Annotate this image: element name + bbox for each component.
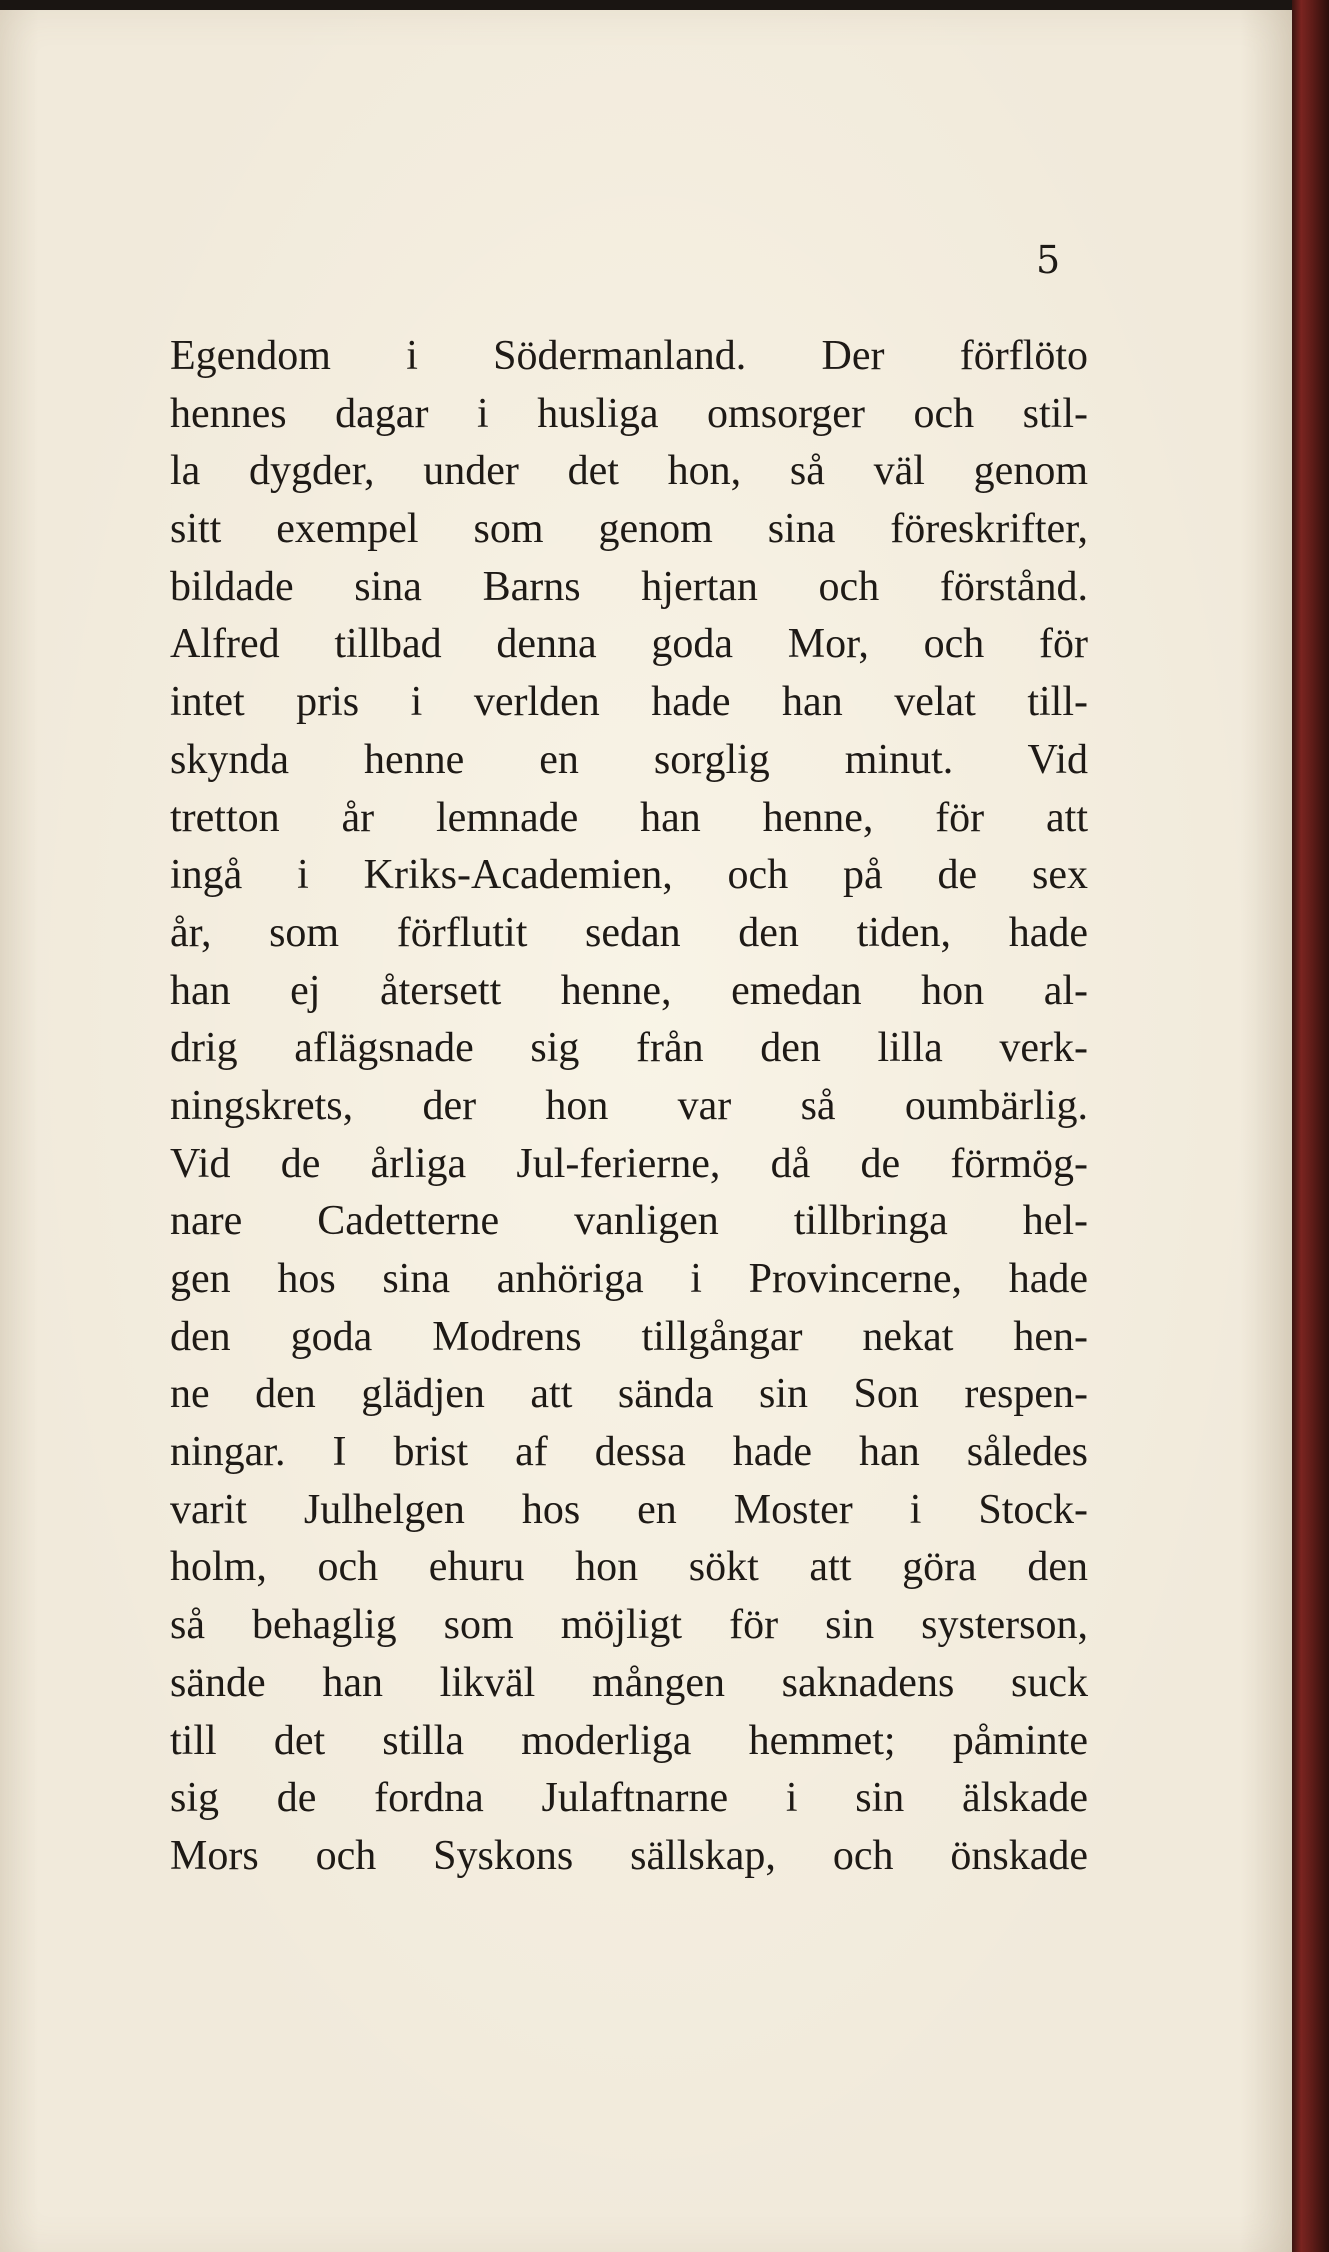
text-line: ningskrets, der hon var så oumbärlig. bbox=[170, 1082, 1088, 1129]
text-line: nare Cadetterne vanligen tillbringa hel- bbox=[170, 1198, 1088, 1245]
text-line: ningar. I brist af dessa hade han således bbox=[170, 1429, 1088, 1476]
text-line: tretton år lemnade han henne, för att bbox=[170, 794, 1088, 841]
body-text bbox=[170, 328, 1088, 1886]
text-line: han ej återsett henne, emedan hon al- bbox=[170, 967, 1088, 1014]
text-line: varit Julhelgen hos en Moster i Stock- bbox=[170, 1486, 1088, 1533]
book-cover-edge bbox=[1292, 0, 1329, 2252]
text-line: holm, och ehuru hon sökt att göra den bbox=[170, 1544, 1088, 1591]
text-line: bildade sina Barns hjertan och förstånd. bbox=[170, 563, 1088, 610]
text-line: skynda henne en sorglig minut. Vid bbox=[170, 736, 1088, 783]
text-line: ingå i Kriks-Academien, och på de sex bbox=[170, 852, 1088, 899]
text-line: så behaglig som möjligt för sin systerson, bbox=[170, 1602, 1088, 1649]
text-line: till det stilla moderliga hemmet; påminte bbox=[170, 1717, 1088, 1764]
text-line: sitt exempel som genom sina föreskrifter, bbox=[170, 506, 1088, 553]
text-line: år, som förflutit sedan den tiden, hade bbox=[170, 909, 1088, 956]
text-line: intet pris i verlden hade han velat till- bbox=[170, 679, 1088, 726]
text-line: Vid de årliga Jul-ferierne, då de förmög- bbox=[170, 1140, 1088, 1187]
text-line: sig de fordna Julaftnarne i sin älskade bbox=[170, 1775, 1088, 1822]
text-line: sände han likväl mången saknadens suck bbox=[170, 1659, 1088, 1706]
text-line: den goda Modrens tillgångar nekat hen- bbox=[170, 1313, 1088, 1360]
text-line: Mors och Syskons sällskap, och önskade bbox=[170, 1832, 1088, 1879]
page-number: 5 bbox=[1036, 238, 1062, 282]
text-line: drig aflägsnade sig från den lilla verk- bbox=[170, 1025, 1088, 1072]
book-top-edge bbox=[0, 0, 1329, 10]
text-line: Egendom i Södermanland. Der förflöto bbox=[170, 333, 1088, 379]
text-line: la dygder, under det hon, så väl genom bbox=[170, 448, 1088, 495]
text-line: gen hos sina anhöriga i Provincerne, hade bbox=[170, 1256, 1088, 1302]
book-page bbox=[0, 10, 1292, 2252]
text-line: ne den glädjen att sända sin Son respen- bbox=[170, 1371, 1088, 1418]
text-line: hennes dagar i husliga omsorger och stil- bbox=[170, 390, 1088, 437]
text-line: Alfred tillbad denna goda Mor, och för bbox=[170, 621, 1088, 668]
